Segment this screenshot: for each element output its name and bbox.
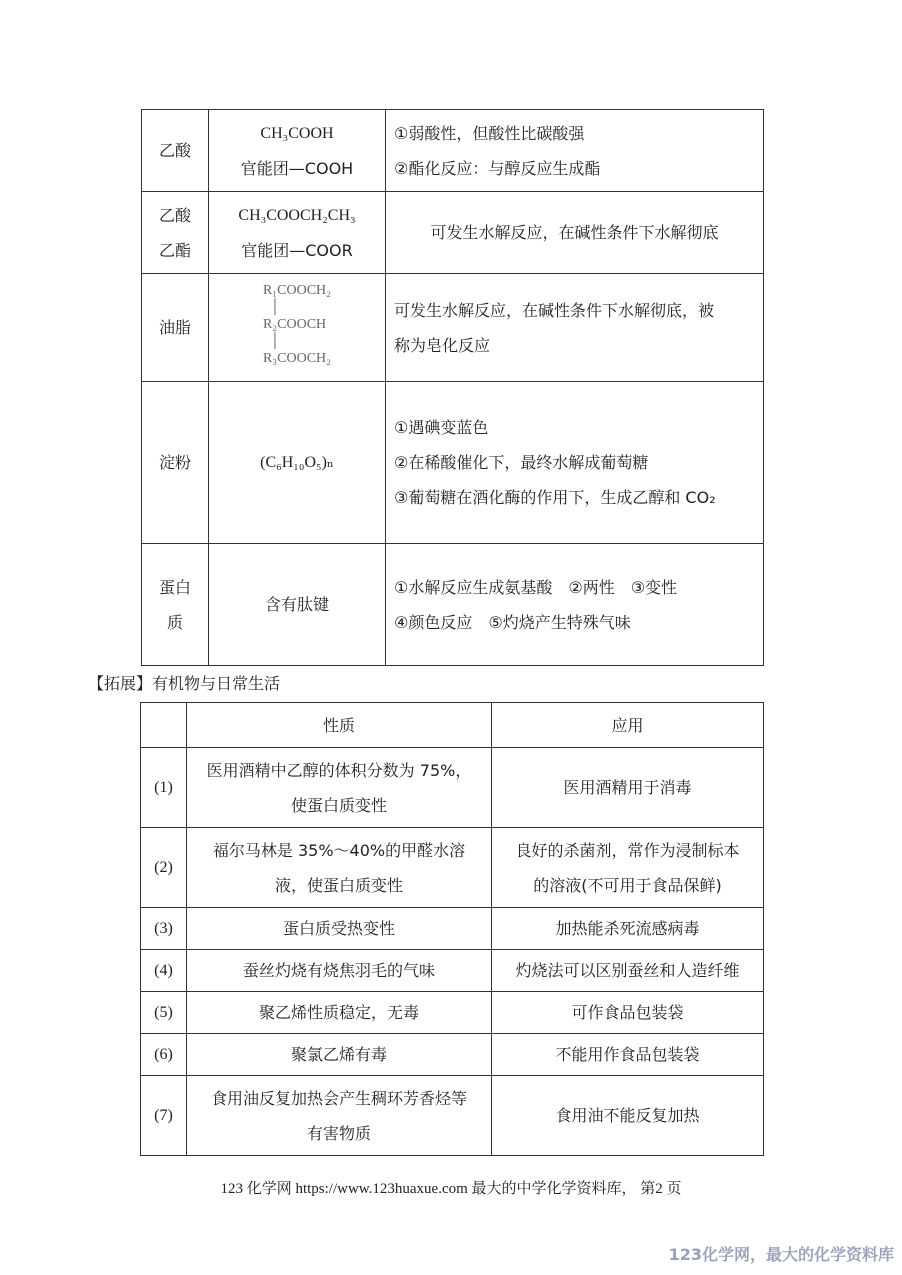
compound-name: 蛋白 质 bbox=[142, 544, 209, 666]
fat-structural-formula bbox=[209, 274, 386, 382]
row-number: (1) bbox=[141, 748, 187, 828]
use-cell: 可作食品包装袋 bbox=[492, 992, 764, 1034]
property-cell: 医用酒精中乙醇的体积分数为 75%， 使蛋白质变性 bbox=[187, 748, 492, 828]
row-number: (6) bbox=[141, 1034, 187, 1076]
compound-formula: 含有肽键 bbox=[209, 544, 386, 666]
use-cell: 灼烧法可以区别蚕丝和人造纤维 bbox=[492, 950, 764, 992]
table-row bbox=[141, 908, 764, 950]
use-cell: 医用酒精用于消毒 bbox=[492, 748, 764, 828]
use-cell: 加热能杀死流感病毒 bbox=[492, 908, 764, 950]
compound-formula: CH₃COOCH₂CH₃ 官能团—COOR bbox=[209, 192, 386, 274]
row-number: (3) bbox=[141, 908, 187, 950]
table-row bbox=[141, 992, 764, 1034]
compound-name: 淀粉 bbox=[142, 382, 209, 544]
header-cell bbox=[141, 703, 187, 748]
fat-structure: R₁COOCH₂ │ R₂COOCH │ R₃COOCH₂ bbox=[262, 282, 332, 366]
use-cell: 良好的杀菌剂，常作为浸制标本 的溶液(不可用于食品保鲜) bbox=[492, 828, 764, 908]
table-row bbox=[141, 1034, 764, 1076]
table-row bbox=[142, 192, 764, 274]
table-row bbox=[141, 748, 764, 828]
table-header-row bbox=[141, 703, 764, 748]
row-number: (4) bbox=[141, 950, 187, 992]
property-cell: 聚乙烯性质稳定，无毒 bbox=[187, 992, 492, 1034]
compound-name: 乙酸 乙酯 bbox=[142, 192, 209, 274]
table-row bbox=[142, 544, 764, 666]
compound-properties: ①弱酸性，但酸性比碳酸强 ②酯化反应：与醇反应生成酯 bbox=[386, 110, 764, 192]
property-cell: 聚氯乙烯有毒 bbox=[187, 1034, 492, 1076]
table-row bbox=[141, 828, 764, 908]
compound-properties: 可发生水解反应，在碱性条件下水解彻底，被 称为皂化反应 bbox=[386, 274, 764, 382]
header-cell: 应用 bbox=[492, 703, 764, 748]
table-row bbox=[142, 382, 764, 544]
organic-compounds-table bbox=[141, 109, 764, 666]
property-cell: 蚕丝灼烧有烧焦羽毛的气味 bbox=[187, 950, 492, 992]
section-heading: 【拓展】有机物与日常生活 bbox=[88, 674, 281, 693]
row-number: (2) bbox=[141, 828, 187, 908]
row-number: (5) bbox=[141, 992, 187, 1034]
property-cell: 福尔马林是 35%～40%的甲醛水溶 液，使蛋白质变性 bbox=[187, 828, 492, 908]
header-cell: 性质 bbox=[187, 703, 492, 748]
compound-properties: 可发生水解反应，在碱性条件下水解彻底 bbox=[386, 192, 764, 274]
use-cell: 食用油不能反复加热 bbox=[492, 1076, 764, 1156]
table-row bbox=[141, 950, 764, 992]
watermark: 123化学网，最大的化学资料库 bbox=[668, 1245, 894, 1264]
property-cell: 食用油反复加热会产生稠环芳香烃等 有害物质 bbox=[187, 1076, 492, 1156]
compound-formula: CH₃COOH 官能团—COOH bbox=[209, 110, 386, 192]
daily-life-table bbox=[140, 702, 764, 1156]
compound-name: 乙酸 bbox=[142, 110, 209, 192]
table-row bbox=[142, 274, 764, 382]
compound-properties: ①水解反应生成氨基酸 ②两性 ③变性 ④颜色反应 ⑤灼烧产生特殊气味 bbox=[386, 544, 764, 666]
page-footer: 123 化学网 https://www.123huaxue.com 最大的中学化学资料库， 第2 页 bbox=[220, 1181, 682, 1197]
table-row bbox=[142, 110, 764, 192]
row-number: (7) bbox=[141, 1076, 187, 1156]
compound-properties: ①遇碘变蓝色 ②在稀酸催化下，最终水解成葡萄糖 ③葡萄糖在酒化酶的作用下，生成乙醇和 CO₂ bbox=[386, 382, 764, 544]
compound-formula: (C₆H₁₀O₅)ₙ bbox=[209, 382, 386, 544]
compound-name: 油脂 bbox=[142, 274, 209, 382]
use-cell: 不能用作食品包装袋 bbox=[492, 1034, 764, 1076]
property-cell: 蛋白质受热变性 bbox=[187, 908, 492, 950]
table-row bbox=[141, 1076, 764, 1156]
